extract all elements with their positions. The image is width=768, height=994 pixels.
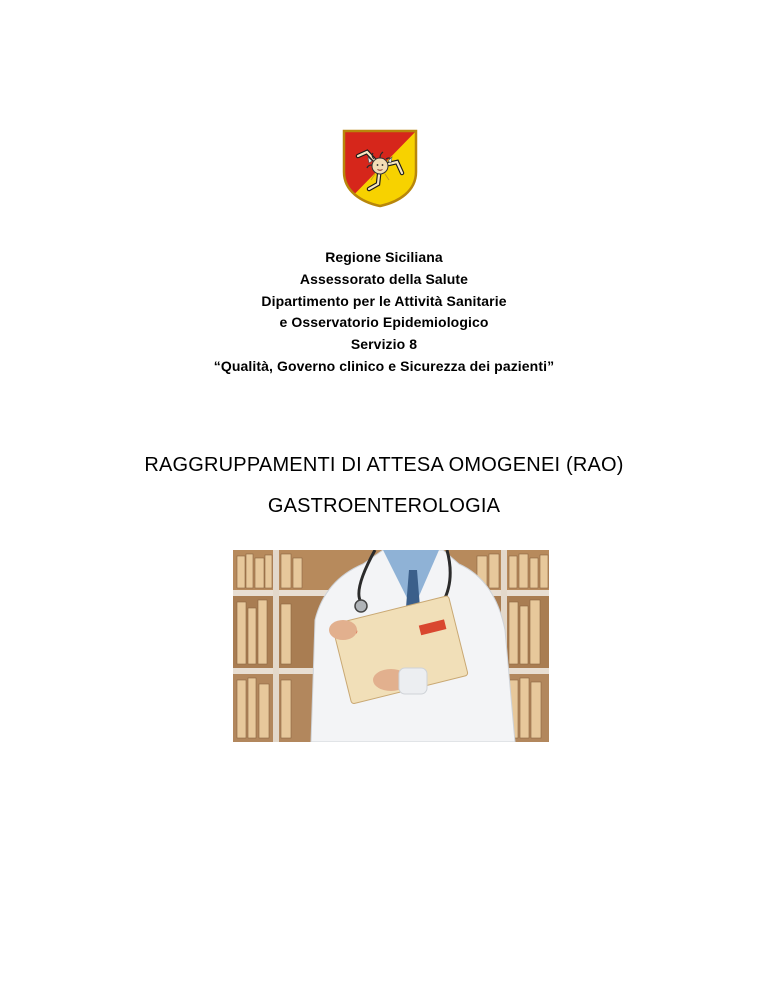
institution-header	[0, 247, 768, 378]
header-region: Regione Siciliana	[325, 249, 443, 265]
document-subtitle: GASTROENTEROLOGIA	[267, 495, 501, 517]
document-title: RAGGRUPPAMENTI DI ATTESA OMOGENEI (RAO)	[144, 454, 624, 476]
header-osservatorio: e Osservatorio Epidemiologico	[279, 314, 489, 331]
header-assessorato: Assessorato della Salute	[299, 270, 469, 287]
trinacria-crest-icon	[341, 128, 419, 208]
header-dipartimento: Dipartimento per le Attività Sanitarie	[261, 292, 507, 309]
header-servizio-description: “Qualità, Governo clinico e Sicurezza dei pazienti”	[213, 357, 555, 374]
header-servizio: Servizio 8	[350, 336, 418, 353]
doctor-with-folder-photo	[233, 550, 549, 742]
